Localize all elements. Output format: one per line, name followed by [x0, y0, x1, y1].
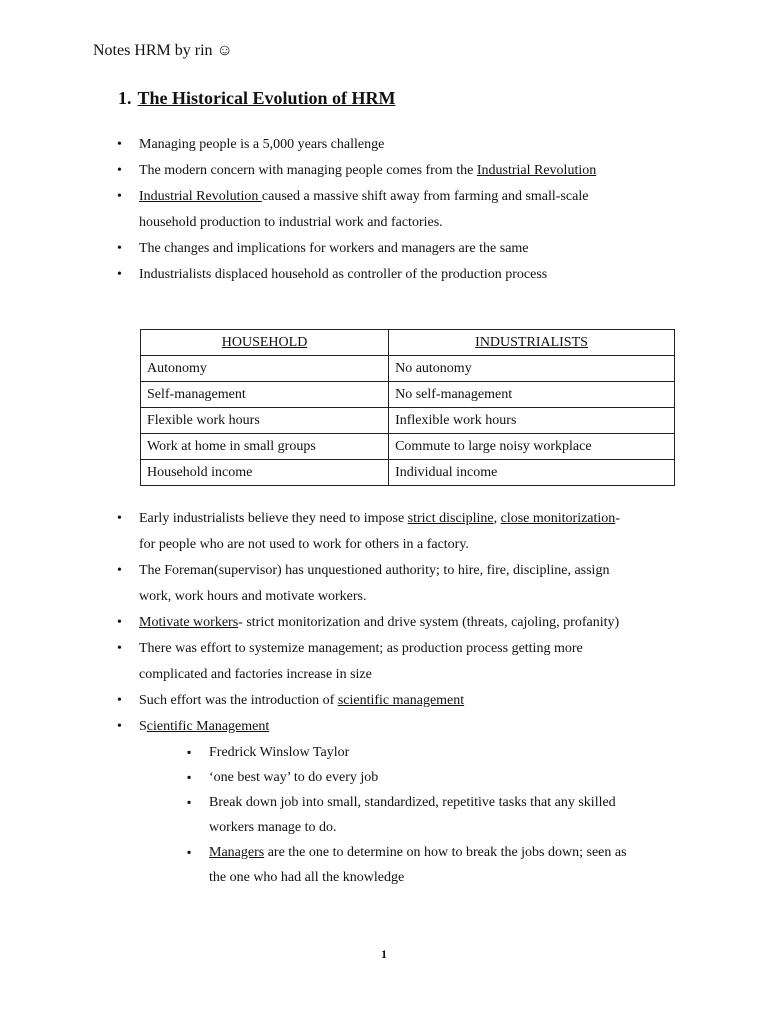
underlined-term: Motivate workers — [139, 615, 239, 630]
bullet-text-continuation: for people who are not used to work for others in a factory. — [139, 537, 469, 552]
bullet-text: S — [139, 719, 147, 734]
bullet-text: • There was effort to systemize management; as production process getting more — [139, 641, 583, 656]
sub-bullet-text-continuation: the one who had all the knowledge — [209, 870, 405, 885]
bullet-text-continuation: household production to industrial work and factories. — [139, 215, 443, 230]
bullet-text: caused a massive shift away from farming and small-scale — [261, 189, 589, 204]
underlined-term: close monitorization — [500, 511, 616, 526]
main-bullet-list — [117, 506, 677, 740]
bullet-text: Managing people is a 5,000 years challenge — [139, 137, 385, 152]
bullet-text: The modern concern with managing people comes from the — [139, 163, 477, 178]
separator: , — [493, 511, 501, 526]
table-cell: Autonomy — [141, 356, 389, 382]
underlined-term: cientific Management — [146, 719, 270, 734]
list-item — [117, 714, 677, 740]
table-cell: No autonomy — [389, 356, 675, 382]
page-number: 1 — [381, 947, 387, 961]
list-item — [187, 740, 677, 765]
table-cell: Individual income — [389, 460, 675, 486]
table-row — [141, 356, 675, 382]
table-row — [141, 408, 675, 434]
bullet-text-continuation: complicated and factories increase in size — [139, 667, 372, 682]
list-item — [117, 506, 677, 558]
underlined-term: Managers — [209, 845, 265, 860]
table-cell: Self-management — [141, 382, 389, 408]
bullet-text: Industrialists displaced household as controller of the production process — [139, 267, 548, 282]
list-item — [187, 765, 677, 790]
list-item — [117, 184, 677, 236]
table-cell: Household income — [141, 460, 389, 486]
bullet-text: Such effort was the introduction of — [139, 693, 338, 708]
table-cell: Flexible work hours — [141, 408, 389, 434]
bullet-text: The changes and implications for workers and managers are the same — [139, 241, 529, 256]
underlined-term: Industrial Revolution — [139, 189, 262, 204]
comparison-table — [140, 329, 675, 486]
table-cell: No self-management — [389, 382, 675, 408]
bullet-text: Early industrialists believe they need to impose — [139, 511, 408, 526]
document-header: Notes HRM by rin ☺ — [93, 42, 233, 59]
table-row — [141, 434, 675, 460]
table-cell: Inflexible work hours — [389, 408, 675, 434]
bullet-text: • The Foreman(supervisor) has unquestioned authority; to hire, fire, discipline, assign — [139, 563, 610, 578]
list-item — [117, 132, 677, 158]
intro-bullet-list — [117, 132, 677, 288]
sub-bullet-text-continuation: workers manage to do. — [209, 820, 337, 835]
sub-bullet-text: ‘one best way’ to do every job — [209, 770, 379, 785]
section-title-text: The Historical Evolution of HRM — [137, 88, 396, 108]
section-title — [118, 88, 396, 109]
dash: - — [615, 511, 620, 526]
sub-bullet-text: Fredrick Winslow Taylor — [209, 745, 350, 760]
underlined-term: strict discipline — [407, 511, 494, 526]
list-item — [117, 236, 677, 262]
list-item — [117, 688, 677, 714]
list-item — [187, 840, 677, 890]
list-item — [117, 636, 677, 688]
table-row — [141, 382, 675, 408]
table-header-row — [141, 330, 675, 356]
bullet-text: - strict monitorization and drive system (threats, cajoling, profanity) — [238, 615, 620, 630]
list-item — [117, 558, 677, 610]
list-item — [117, 158, 677, 184]
sub-bullet-text: ▪ Break down job into small, standardized, repetitive tasks that any skilled — [209, 795, 616, 810]
list-item — [187, 790, 677, 840]
underlined-term: scientific management — [337, 693, 465, 708]
table-cell: Work at home in small groups — [141, 434, 389, 460]
section-number: 1. — [118, 88, 132, 108]
list-item — [117, 262, 677, 288]
underlined-term: Industrial Revolution — [476, 163, 597, 178]
column-header-household: HOUSEHOLD — [141, 330, 389, 356]
sub-bullet-text: are the one to determine on how to break the jobs down; seen as — [264, 845, 627, 860]
list-item — [117, 610, 677, 636]
scientific-management-sublist — [187, 740, 677, 890]
table-cell: Commute to large noisy workplace — [389, 434, 675, 460]
column-header-industrialists: INDUSTRIALISTS — [389, 330, 675, 356]
bullet-text-continuation: work, work hours and motivate workers. — [139, 589, 367, 604]
table-row — [141, 460, 675, 486]
